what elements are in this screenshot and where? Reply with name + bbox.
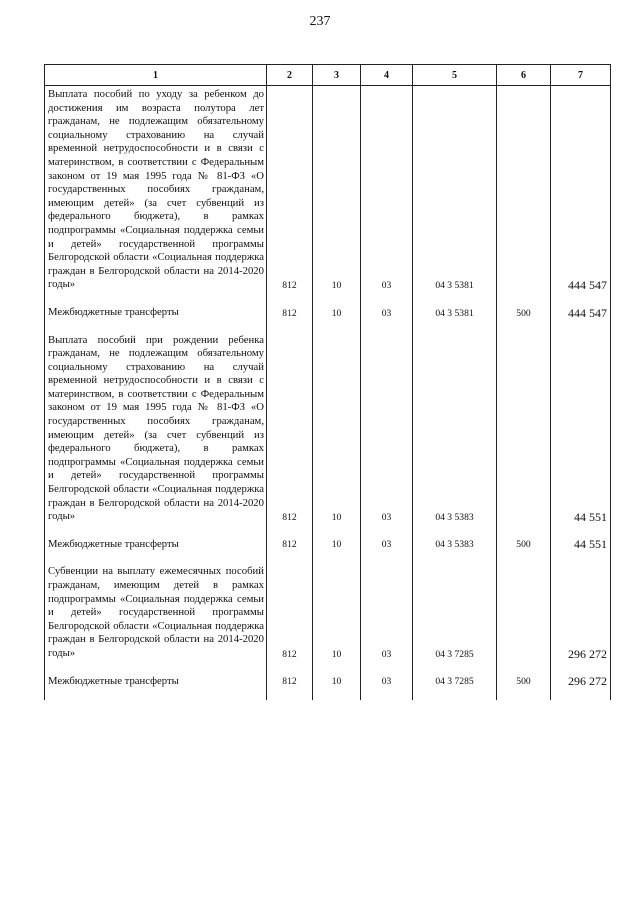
column-header: 1 <box>45 65 267 86</box>
cell-subsection: 03 <box>361 673 413 693</box>
row-description: Межбюджетные трансферты <box>45 673 267 693</box>
cell-subsection: 03 <box>361 304 413 324</box>
cell-expense-type: 500 <box>497 536 551 556</box>
cell-amount: 296 272 <box>551 673 611 693</box>
cell-section: 10 <box>313 536 361 556</box>
cell-amount: 444 547 <box>551 304 611 324</box>
table-row <box>45 536 611 556</box>
cell-expense-type <box>497 86 551 296</box>
table-row <box>45 86 611 296</box>
cell-target-article: 04 3 5383 <box>413 536 497 556</box>
cell-section: 10 <box>313 673 361 693</box>
cell-section: 10 <box>313 86 361 296</box>
cell-amount: 296 272 <box>551 563 611 664</box>
column-header: 7 <box>551 65 611 86</box>
table-row <box>45 332 611 528</box>
cell-expense-type <box>497 332 551 528</box>
cell-subsection: 03 <box>361 332 413 528</box>
table-row <box>45 673 611 693</box>
cell-subsection: 03 <box>361 86 413 296</box>
column-header: 2 <box>267 65 313 86</box>
row-description: Субвенции на выплату ежемесячных пособий гражданам, имеющим детей в рамках подпрограммы «Социальная поддержка семьи и детей» государственной программы Белгородской области «Социальная поддержка граждан в Белгородской области на 2014-2020 годы» <box>45 563 267 664</box>
cell-ministry-code: 812 <box>267 673 313 693</box>
cell-expense-type: 500 <box>497 673 551 693</box>
table-row <box>45 304 611 324</box>
cell-subsection: 03 <box>361 536 413 556</box>
column-header: 5 <box>413 65 497 86</box>
page-number: 237 <box>309 14 331 29</box>
cell-amount: 44 551 <box>551 332 611 528</box>
table-row <box>45 563 611 664</box>
cell-ministry-code: 812 <box>267 304 313 324</box>
column-header: 3 <box>313 65 361 86</box>
cell-target-article: 04 3 7285 <box>413 673 497 693</box>
cell-ministry-code: 812 <box>267 332 313 528</box>
cell-target-article: 04 3 5381 <box>413 86 497 296</box>
cell-subsection: 03 <box>361 563 413 664</box>
cell-expense-type <box>497 563 551 664</box>
column-header: 6 <box>497 65 551 86</box>
cell-target-article: 04 3 7285 <box>413 563 497 664</box>
cell-section: 10 <box>313 304 361 324</box>
cell-ministry-code: 812 <box>267 86 313 296</box>
row-description: Межбюджетные трансферты <box>45 304 267 324</box>
cell-amount: 44 551 <box>551 536 611 556</box>
cell-expense-type: 500 <box>497 304 551 324</box>
header-row <box>45 65 611 86</box>
cell-section: 10 <box>313 332 361 528</box>
cell-target-article: 04 3 5381 <box>413 304 497 324</box>
budget-table <box>44 64 611 700</box>
row-description: Выплата пособий по уходу за ребенком до достижения им возраста полутора лет гражданам, не подлежащим обязательному социальному страхованию на случай временной нетрудоспособности и в связи с материнством, в соответствии с Федеральным законом от 19 мая 1995 года № 81-ФЗ «О государственных пособиях гражданам, имеющим детей» (за счет субвенций из федерального бюджета), в рамках подпрограммы «Социальная поддержка семьи и детей» государственной программы Белгородской области «Социальная поддержка граждан в Белгородской области на 2014-2020 годы» <box>45 86 267 296</box>
cell-amount: 444 547 <box>551 86 611 296</box>
row-description: Межбюджетные трансферты <box>45 536 267 556</box>
column-header: 4 <box>361 65 413 86</box>
cell-target-article: 04 3 5383 <box>413 332 497 528</box>
cell-ministry-code: 812 <box>267 563 313 664</box>
cell-ministry-code: 812 <box>267 536 313 556</box>
cell-section: 10 <box>313 563 361 664</box>
row-description: Выплата пособий при рождении ребенка гражданам, не подлежащим обязательному социальному страхованию на случай временной нетрудоспособности и в связи с материнством, в соответствии с Федеральным законом от 19 мая 1995 года № 81-ФЗ «О государственных пособиях гражданам, имеющим детей» (за счет субвенций из федерального бюджета), в рамках подпрограммы «Социальная поддержка семьи и детей» государственной программы Белгородской области «Социальная поддержка граждан в Белгородской области на 2014-2020 годы» <box>45 332 267 528</box>
